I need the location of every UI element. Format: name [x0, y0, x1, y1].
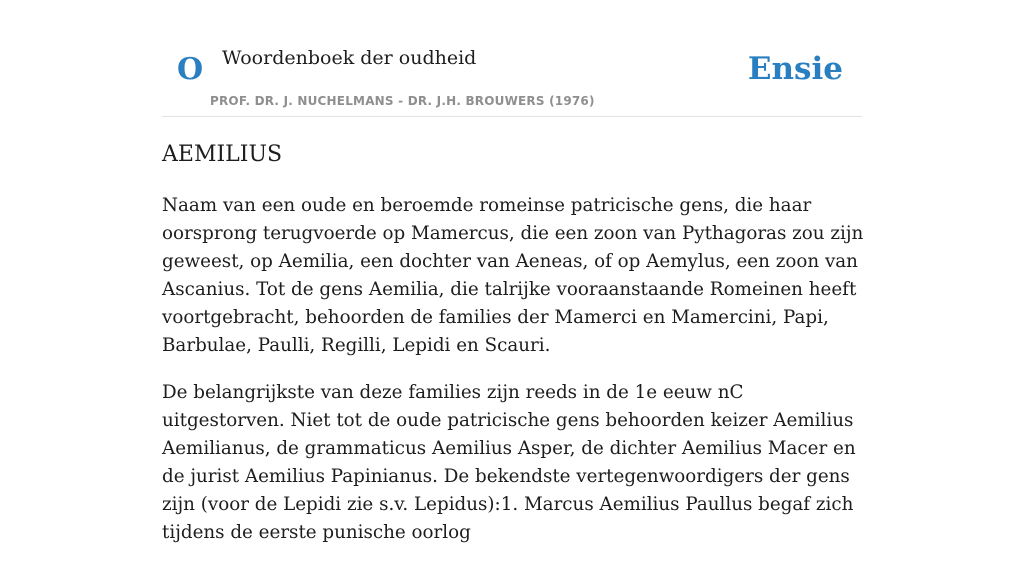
entry-paragraph-2: De belangrijkste van deze families zijn reeds in de 1e eeuw nC uitgestorven. Niet tot de oude patricische gens behoorden keizer Aemilius Aemilianus, de grammaticus Aemilius Asper, de dichter Aemilius Macer en de jurist Aemilius Papinianus. De bekendste vertegenwoordigers der gens zijn (voor de Lepidi zie s.v. Lepidus):1. Marcus Aemilius Paullus begaf zich tijdens de eerste punische oorlog	[162, 382, 856, 543]
ensie-logo[interactable]: Ensie	[747, 51, 843, 87]
dictionary-title[interactable]: Woordenboek der oudheid	[222, 47, 477, 69]
entry-content	[162, 192, 872, 566]
dictionary-header	[162, 0, 862, 117]
entry-title: AEMILIUS	[162, 142, 283, 167]
entry-paragraph-1: Naam van een oude en beroemde romeinse patricische gens, die haar oorsprong terugvoerde op Mamercus, die een zoon van Pythagoras zou zijn geweest, op Aemilia, een dochter van Aeneas, of op Aemylus, een zoon van Ascanius. Tot de gens Aemilia, die talrijke vooraanstaande Romeinen heeft voortgebracht, behoorden de families der Mamerci en Mamercini, Papi, Barbulae, Paulli, Regilli, Lepidi en Scauri.	[162, 195, 864, 356]
dictionary-letter: O	[177, 52, 204, 87]
dictionary-authors: PROF. DR. J. NUCHELMANS - DR. J.H. BROUWERS (1976)	[210, 94, 595, 108]
